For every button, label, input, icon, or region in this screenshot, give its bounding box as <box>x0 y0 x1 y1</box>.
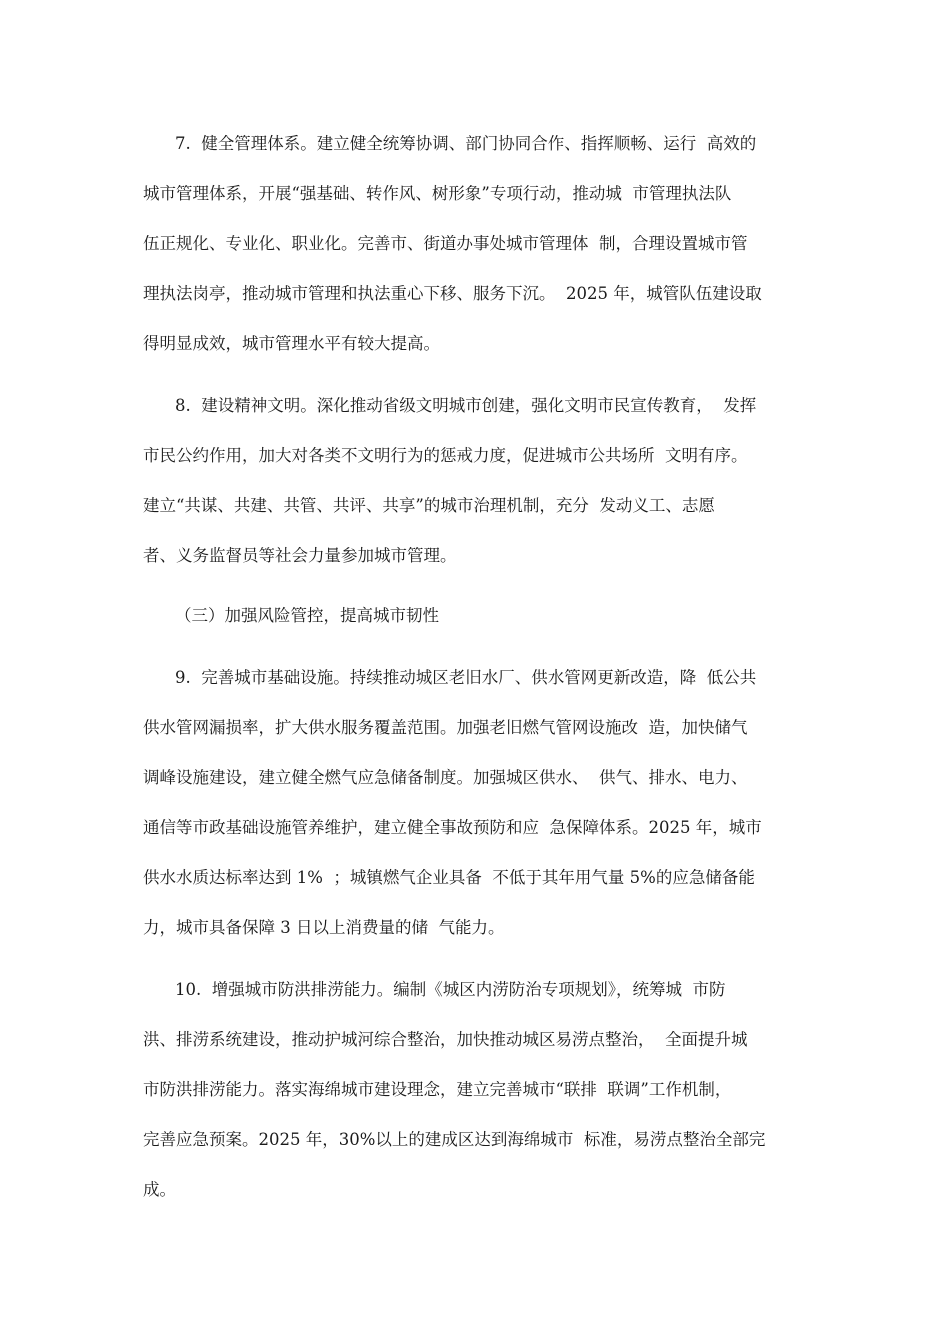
text-line: 理执法岗亭，推动城市管理和执法重心下移、服务下沉。 2025 年，城管队伍建设取 <box>143 284 762 303</box>
text-line: 者、义务监督员等社会力量参加城市管理。 <box>143 546 457 565</box>
text-line: 完善应急预案。2025 年，30%以上的建成区达到海绵城市 标准，易涝点整治全部完 <box>143 1130 766 1149</box>
text-line: 供水水质达标率达到 1% ；城镇燃气企业具备 不低于其年用气量 5%的应急储备能 <box>143 868 755 887</box>
text-line: 7. 健全管理体系。建立健全统筹协调、部门协同合作、指挥顺畅、运行 高效的 <box>175 134 757 153</box>
text-line: 8. 建设精神文明。深化推动省级文明城市创建，强化文明市民宣传教育， 发挥 <box>175 396 757 415</box>
text-line: 成。 <box>143 1180 176 1199</box>
text-line: 建立“共谋、共建、共管、共评、共享”的城市治理机制，充分 发动义工、志愿 <box>143 496 715 515</box>
text-line: 市民公约作用，加大对各类不文明行为的惩戒力度，促进城市公共场所 文明有序。 <box>143 446 748 465</box>
text-line: 市防洪排涝能力。落实海绵城市建设理念，建立完善城市“联排 联调”工作机制， <box>143 1080 732 1099</box>
text-line: 供水管网漏损率，扩大供水服务覆盖范围。加强老旧燃气管网设施改 造，加快储气 <box>143 718 748 737</box>
text-line: 9. 完善城市基础设施。持续推动城区老旧水厂、供水管网更新改造，降 低公共 <box>175 668 757 687</box>
text-line: 城市管理体系，开展“强基础、转作风、树形象”专项行动，推动城 市管理执法队 <box>143 184 732 203</box>
section-title: （三）加强风险管控，提高城市韧性 <box>175 606 439 625</box>
text-line: 力，城市具备保障 3 日以上消费量的储 气能力。 <box>143 918 505 937</box>
text-line: 10. 增强城市防洪排涝能力。编制《城区内涝防治专项规划》，统筹城 市防 <box>175 980 726 999</box>
text-line: 洪、排涝系统建设，推动护城河综合整治，加快推动城区易涝点整治， 全面提升城 <box>143 1030 748 1049</box>
text-line: 调峰设施建设，建立健全燃气应急储备制度。加强城区供水、 供气、排水、电力、 <box>143 768 748 787</box>
text-line: 得明显成效，城市管理水平有较大提高。 <box>143 334 440 353</box>
text-line: 通信等市政基础设施管养维护，建立健全事故预防和应 急保障体系。2025 年，城市 <box>143 818 762 837</box>
text-line: 伍正规化、专业化、职业化。完善市、街道办事处城市管理体 制，合理设置城市管 <box>143 234 748 253</box>
